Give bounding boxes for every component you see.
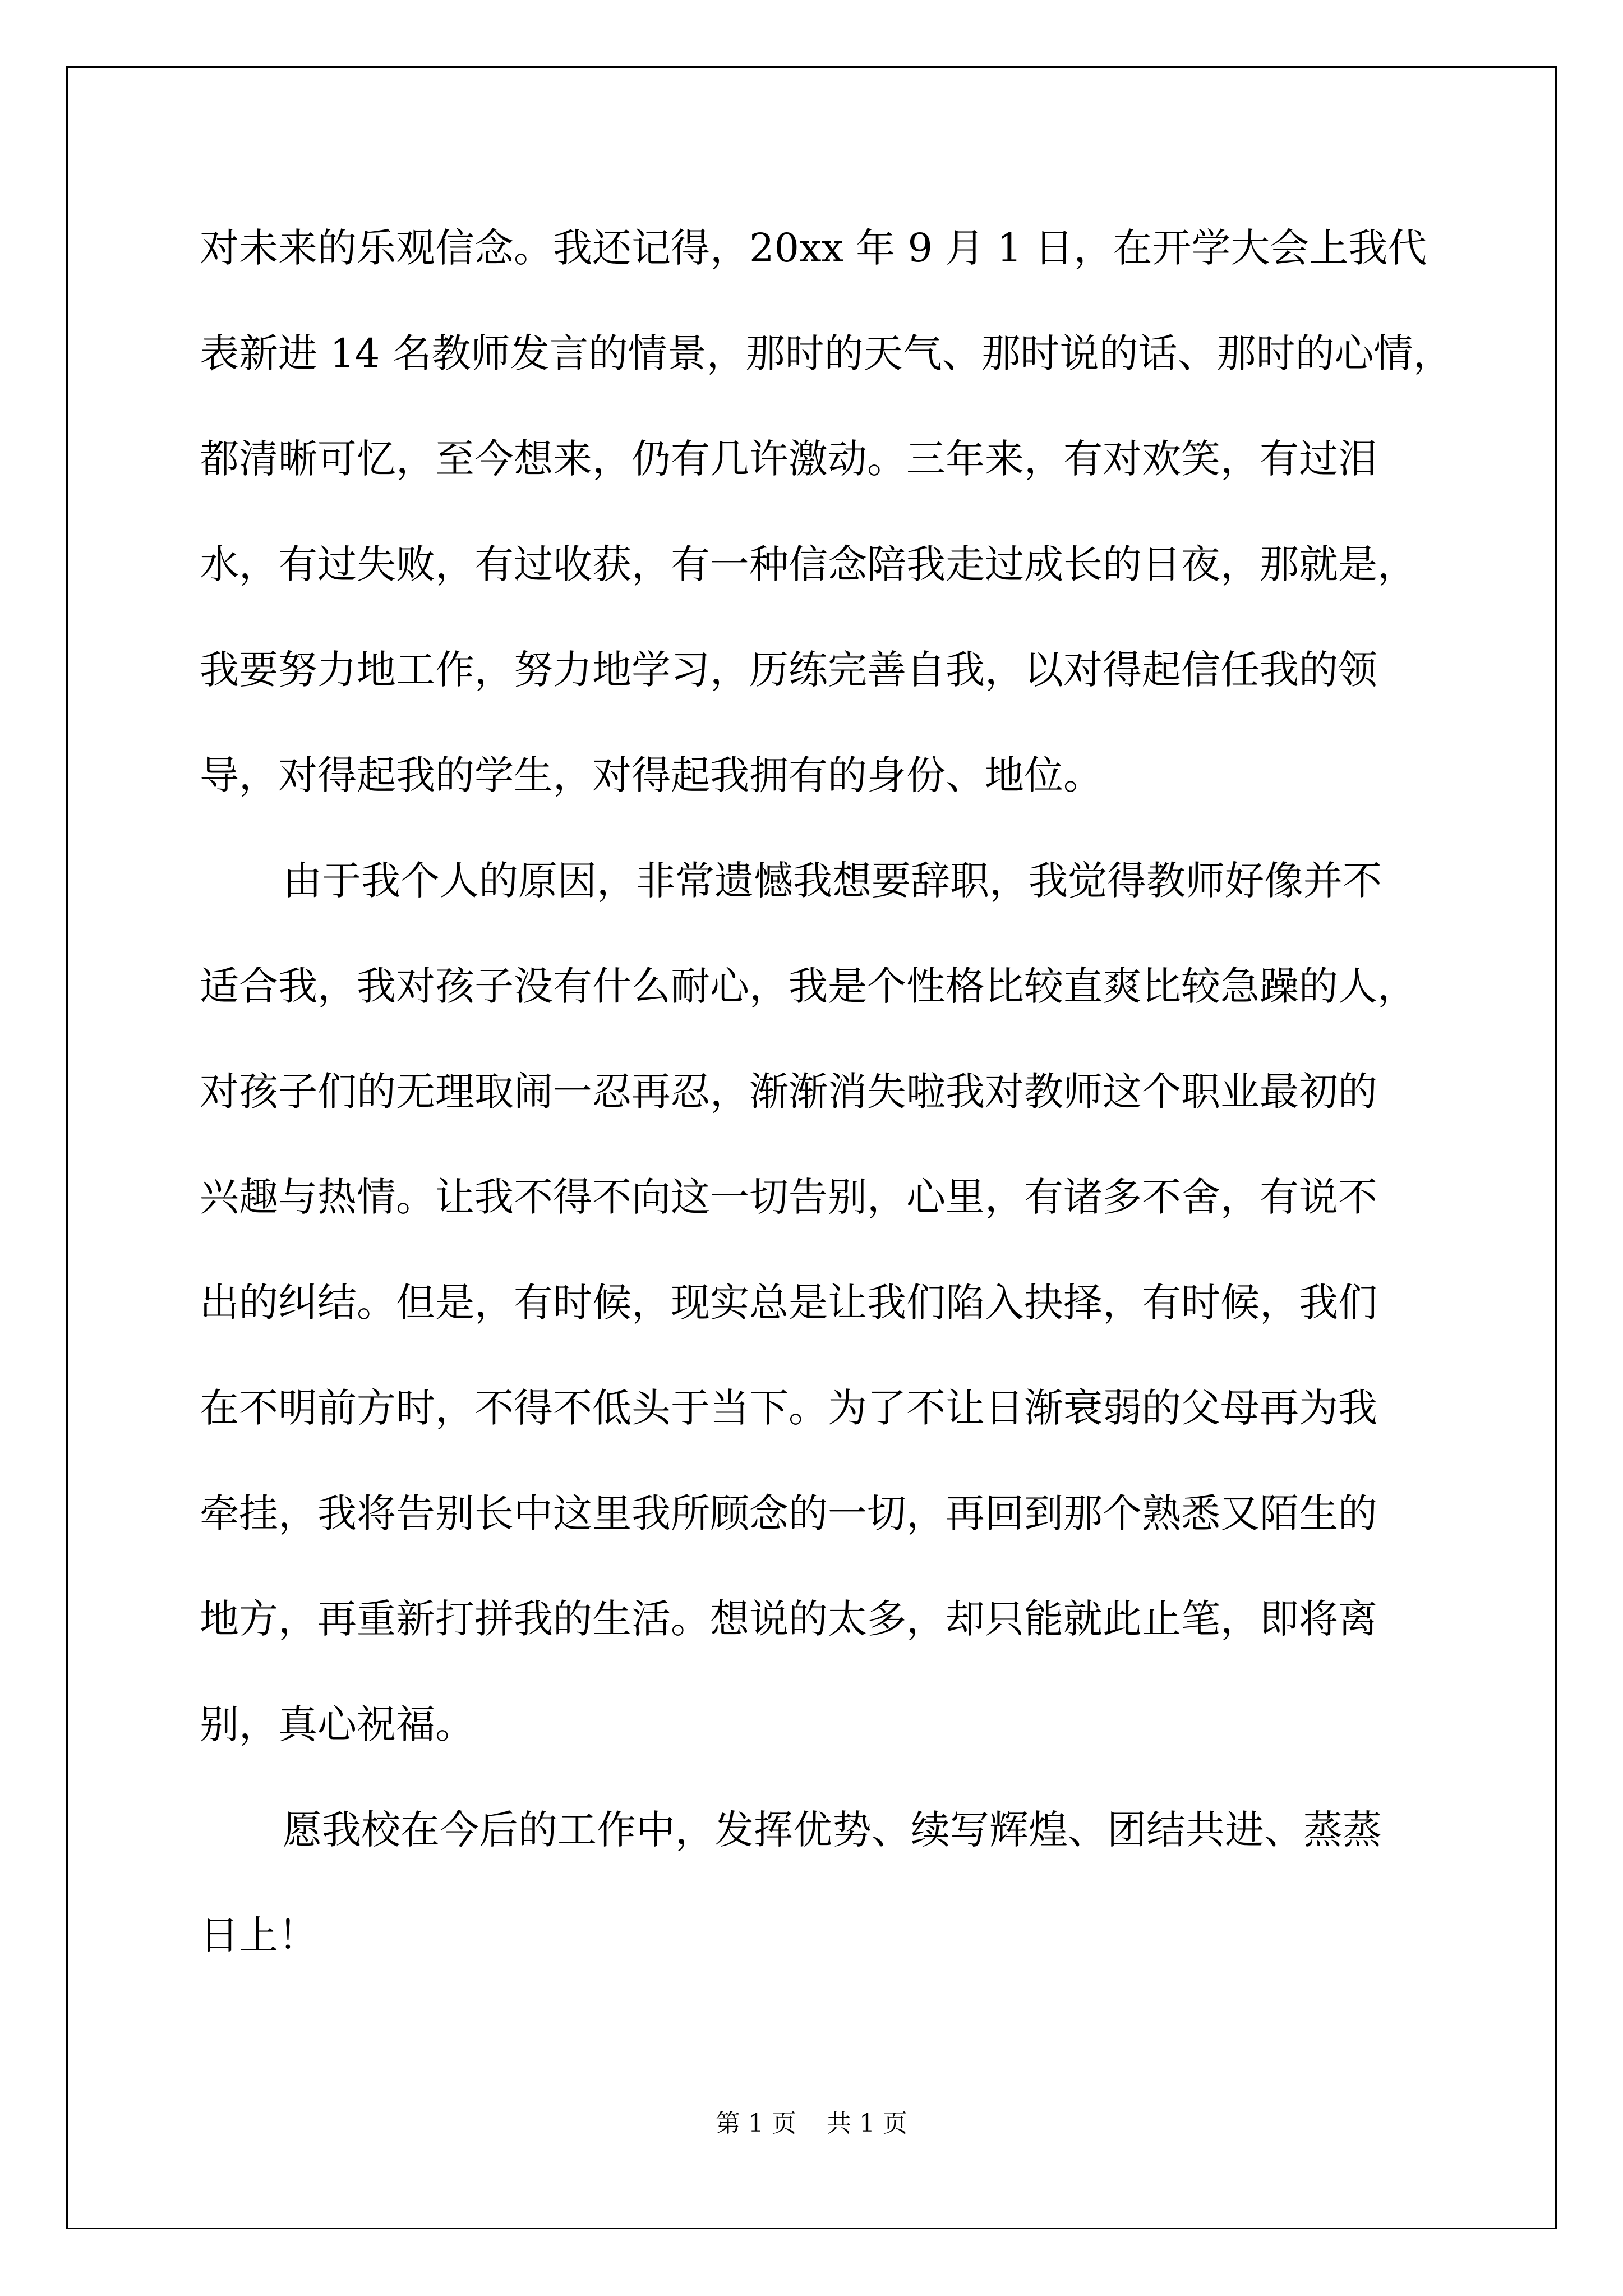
text-line: 别，真心祝福。 xyxy=(200,1701,474,1747)
text-line: 牵挂，我将告别长中这里我所顾念的一切，再回到那个熟悉又陌生的 xyxy=(200,1490,1377,1536)
document-body xyxy=(200,222,1484,2014)
text-line: 对未来的乐观信念。我还记得，20xx 年 9 月 1 日，在开学大会上我代 xyxy=(200,225,1427,271)
text-line: 水，有过失败，有过收获，有一种信念陪我走过成长的日夜，那就是， xyxy=(200,541,1417,587)
text-line: 地方，再重新打拼我的生活。想说的太多，却只能就此止笔，即将离 xyxy=(200,1596,1377,1642)
text-line: 日上！ xyxy=(200,1912,317,1958)
text-line: 适合我，我对孩子没有什么耐心，我是个性格比较直爽比较急躁的人， xyxy=(200,963,1417,1009)
text-line: 出的纠结。但是，有时候，现实总是让我们陷入抉择，有时候，我们 xyxy=(200,1280,1377,1326)
text-line: 都清晰可忆，至今想来，仍有几许激动。三年来，有对欢笑，有过泪 xyxy=(200,436,1377,482)
page-footer xyxy=(0,2107,1623,2141)
text-line: 在不明前方时，不得不低头于当下。为了不让日渐衰弱的父母再为我 xyxy=(200,1385,1377,1431)
text-line: 对孩子们的无理取闹一忍再忍，渐渐消失啦我对教师这个职业最初的 xyxy=(200,1069,1377,1115)
paragraph-first-line: 由于我个人的原因，非常遗憾我想要辞职，我觉得教师好像并不 xyxy=(283,858,1382,904)
text-line: 我要努力地工作，努力地学习，历练完善自我，以对得起信任我的领 xyxy=(200,647,1377,693)
page-total: 共 1 页 xyxy=(827,2109,907,2138)
text-line: 表新进 14 名教师发言的情景，那时的天气、那时说的话、那时的心情， xyxy=(200,330,1453,376)
page-number: 第 1 页 xyxy=(716,2109,796,2138)
paragraph-first-line: 愿我校在今后的工作中，发挥优势、续写辉煌、团结共进、蒸蒸 xyxy=(283,1807,1382,1853)
text-line: 兴趣与热情。让我不得不向这一切告别，心里，有诸多不舍，有说不 xyxy=(200,1174,1377,1220)
text-line: 导，对得起我的学生，对得起我拥有的身份、地位。 xyxy=(200,752,1103,798)
